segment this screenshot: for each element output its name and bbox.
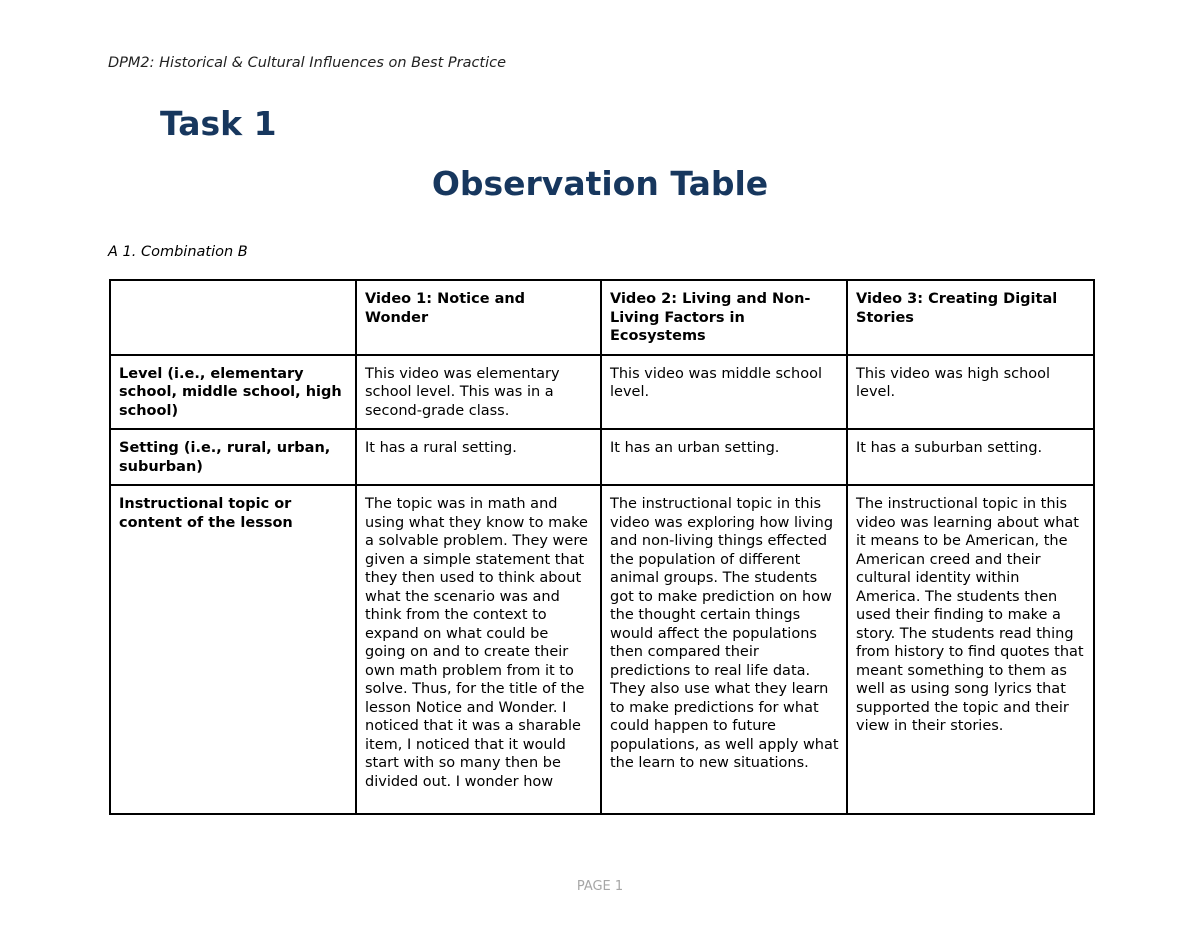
table-cell: The instructional topic in this video was exploring how living and non-living things effected the population of different animal groups. The students got to make prediction on how the thought certain things would affect the populations then compared their predictions to real life data. They also use what they learn to make predictions for what could happen to future populations, as well apply what the learn to new situations. xyxy=(601,485,847,814)
row-label-topic: Instructional topic or content of the lesson xyxy=(110,485,356,814)
row-label-setting: Setting (i.e., rural, urban, suburban) xyxy=(110,429,356,485)
table-cell: This video was high school level. xyxy=(847,355,1094,430)
table-cell: This video was middle school level. xyxy=(601,355,847,430)
table-cell: It has a suburban setting. xyxy=(847,429,1094,485)
header-cell-video-3: Video 3: Creating Digital Stories xyxy=(847,280,1094,355)
table-title: Observation Table xyxy=(431,164,769,203)
table-cell: It has a rural setting. xyxy=(356,429,601,485)
table-cell: The topic was in math and using what they know to make a solvable problem. They were given a simple statement that they then used to think about what the scenario was and think from the context to expand on what could be going on and to create their own math problem from it to solve. Thus, for the title of the lesson Notice and Wonder. I noticed that it was a sharable item, I noticed that it would start with so many then be divided out. I wonder how xyxy=(356,485,601,814)
table-row-level xyxy=(110,355,1094,430)
header-cell-video-2: Video 2: Living and Non-Living Factors in Ecosystems xyxy=(601,280,847,355)
task-title: Task 1 xyxy=(160,104,277,143)
observation-table xyxy=(109,279,1095,815)
header-cell-video-1: Video 1: Notice and Wonder xyxy=(356,280,601,355)
header-cell-empty xyxy=(110,280,356,355)
table-cell: It has an urban setting. xyxy=(601,429,847,485)
table-row-topic xyxy=(110,485,1094,814)
table-cell: This video was elementary school level. This was in a second-grade class. xyxy=(356,355,601,430)
document-header: DPM2: Historical & Cultural Influences on Best Practice xyxy=(108,55,507,71)
section-label: A 1. Combination B xyxy=(108,244,248,260)
page-number: PAGE 1 xyxy=(576,879,624,894)
table-row-setting xyxy=(110,429,1094,485)
table-header-row xyxy=(110,280,1094,355)
table-cell: The instructional topic in this video was learning about what it means to be American, the American creed and their cultural identity within America. The students then used their finding to make a story. The students read thing from history to find quotes that meant something to them as well as using song lyrics that supported the topic and their view in their stories. xyxy=(847,485,1094,814)
row-label-level: Level (i.e., elementary school, middle school, high school) xyxy=(110,355,356,430)
